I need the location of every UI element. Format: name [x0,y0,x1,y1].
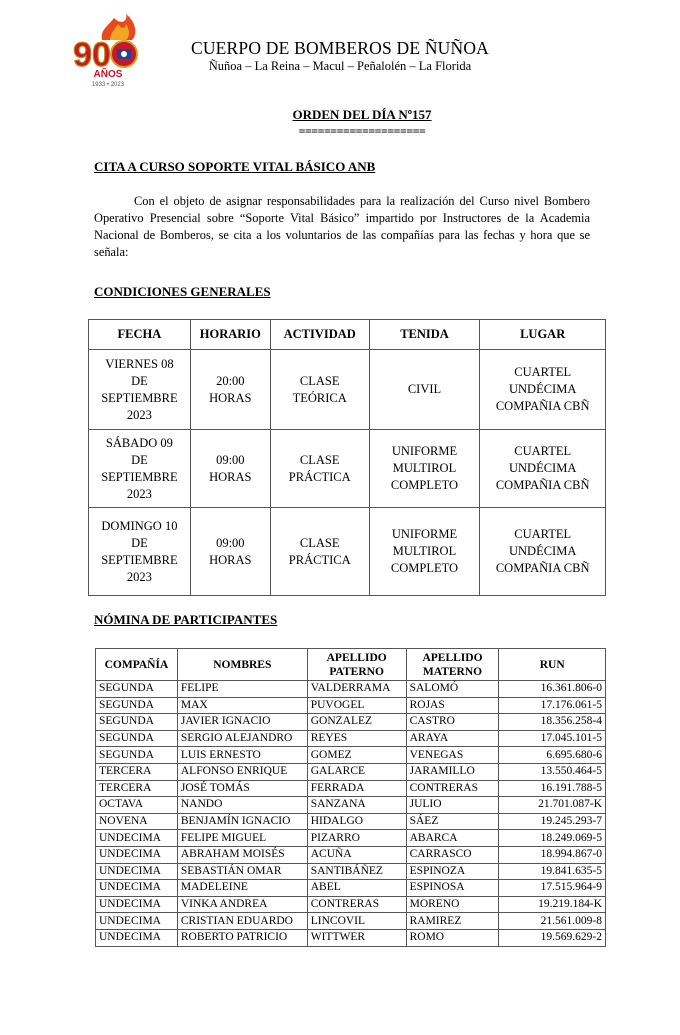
cell-run: 6.695.680-6 [499,747,606,764]
cell-nombres: MAX [177,697,307,714]
cell-nombres: ALFONSO ENRIQUE [177,763,307,780]
logo-number: 90 [73,36,111,74]
conditions-cell-tenida [369,508,480,596]
cell-apellido-paterno: ACUÑA [307,846,406,863]
conditions-cell-line: CLASE [299,535,340,550]
table-row [96,714,606,731]
table-row [96,697,606,714]
participants-heading: NÓMINA DE PARTICIPANTES [94,612,278,627]
cell-apellido-materno: ESPINOZA [406,863,499,880]
cell-apellido-paterno: WITTWER [307,929,406,946]
cell-apellido-paterno: FERRADA [307,780,406,797]
conditions-cell-line: COMPAÑIA CBÑ [495,399,590,413]
conditions-cell-line: COMPLETO [390,478,459,492]
cell-apellido-materno: JULIO [406,797,499,814]
conditions-cell-line: SEPTIEMBRE [101,390,178,405]
conditions-cell-tenida [369,430,480,508]
table-row [96,730,606,747]
conditions-cell-line: SEPTIEMBRE [101,552,178,567]
conditions-cell-line: 09:00 [216,452,245,467]
cell-apellido-paterno: GOMEZ [307,747,406,764]
table-row [96,747,606,764]
cell-nombres: JAVIER IGNACIO [177,714,307,731]
cell-compania: UNDECIMA [96,896,178,913]
intro-text: Con el objeto de asignar responsabilidades para la realización del Curso nivel Bombero Operativo Presencial sobre “Soporte Vital Básico” impartido por Instructores de la Academia Nacional de Bomberos, se cita a los voluntarios de las compañías para las fechas y hora que se señala: [94,194,590,259]
intro-paragraph [94,193,590,261]
cell-apellido-paterno: SANZANA [307,797,406,814]
cell-compania: TERCERA [96,763,178,780]
cell-apellido-materno: JARAMILLO [406,763,499,780]
col-actividad: ACTIVIDAD [270,320,369,350]
conditions-cell-line: PRÁCTICA [288,469,351,484]
col-apellido-materno: APELLIDO MATERNO [406,649,499,681]
conditions-cell-line: 2023 [126,569,152,584]
cell-run: 21.561.009-8 [499,913,606,930]
cell-run: 18.994.867-0 [499,846,606,863]
cell-nombres: NANDO [177,797,307,814]
cell-apellido-materno: SÁEZ [406,813,499,830]
cell-compania: SEGUNDA [96,730,178,747]
conditions-cell-line: DE [131,535,148,550]
conditions-cell-line: 20:00 [216,373,245,388]
cell-apellido-paterno: PIZARRO [307,830,406,847]
table-row [96,929,606,946]
conditions-table [88,319,606,596]
col-nombres: NOMBRES [177,649,307,681]
logo-label: AÑOS [93,69,123,80]
conditions-cell-lugar [480,508,606,596]
order-title-rule: ==================== [298,124,426,138]
cell-nombres: LUIS ERNESTO [177,747,307,764]
conditions-row [89,508,606,596]
cell-apellido-materno: MORENO [406,896,499,913]
cell-compania: SEGUNDA [96,681,178,698]
cell-apellido-materno: RAMIREZ [406,913,499,930]
cell-apellido-paterno: PUVOGEL [307,697,406,714]
conditions-cell-line: DE [131,452,148,467]
cell-run: 18.249.069-5 [499,830,606,847]
conditions-header-row [89,320,606,350]
conditions-cell-lugar [480,350,606,430]
conditions-cell-actividad [270,508,369,596]
col-fecha: FECHA [89,320,191,350]
conditions-cell-line: HORAS [209,469,252,484]
cell-run: 17.045.101-5 [499,730,606,747]
cell-compania: UNDECIMA [96,913,178,930]
conditions-cell-line: UNDÉCIMA [509,461,577,475]
cell-apellido-paterno: CONTRERAS [307,896,406,913]
cell-compania: OCTAVA [96,797,178,814]
cell-nombres: CRISTIAN EDUARDO [177,913,307,930]
conditions-cell-line: MULTIROL [392,461,457,475]
conditions-cell-line: UNIFORME [391,527,458,541]
course-heading: CITA A CURSO SOPORTE VITAL BÁSICO ANB [94,159,376,174]
cell-apellido-materno: ROJAS [406,697,499,714]
logo-years: 1933 • 2023 [91,82,125,88]
cell-apellido-materno: CONTRERAS [406,780,499,797]
conditions-cell-horario [190,508,270,596]
cell-apellido-paterno: LINCOVIL [307,913,406,930]
cell-apellido-materno: VENEGAS [406,747,499,764]
conditions-cell-fecha [89,430,191,508]
table-row [96,896,606,913]
cell-compania: UNDECIMA [96,863,178,880]
cell-apellido-paterno: VALDERRAMA [307,681,406,698]
conditions-cell-line: CLASE [299,452,340,467]
conditions-cell-line: CUARTEL [514,444,572,458]
table-row [96,913,606,930]
table-row [96,830,606,847]
table-row [96,763,606,780]
cell-run: 21.701.087-K [499,797,606,814]
cell-apellido-paterno: GALARCE [307,763,406,780]
order-title: ORDEN DEL DÍA Nº157 [292,107,432,122]
cell-nombres: BENJAMÍN IGNACIO [177,813,307,830]
cell-nombres: VINKA ANDREA [177,896,307,913]
table-row [96,863,606,880]
cell-apellido-materno: ROMO [406,929,499,946]
conditions-cell-line: SEPTIEMBRE [101,469,178,484]
cell-compania: UNDECIMA [96,830,178,847]
cell-apellido-paterno: ABEL [307,880,406,897]
table-row [96,846,606,863]
conditions-cell-line: TEÓRICA [292,390,347,405]
col-horario: HORARIO [190,320,270,350]
conditions-row [89,430,606,508]
conditions-cell-fecha [89,350,191,430]
flame-90-icon [62,14,155,90]
cell-compania: UNDECIMA [96,929,178,946]
cell-nombres: JOSÉ TOMÁS [177,780,307,797]
conditions-cell-tenida [369,350,480,430]
conditions-cell-line: CUARTEL [514,527,572,541]
cell-run: 19.841.635-5 [499,863,606,880]
conditions-cell-lugar [480,430,606,508]
conditions-cell-line: DE [131,373,148,388]
conditions-cell-line: CLASE [299,373,340,388]
conditions-cell-line: 09:00 [216,535,245,550]
cell-run: 16.191.788-5 [499,780,606,797]
table-row [96,880,606,897]
conditions-cell-line: DOMINGO 10 [101,518,178,533]
col-tenida: TENIDA [369,320,480,350]
conditions-cell-line: HORAS [209,552,252,567]
table-row [96,780,606,797]
cell-run: 16.361.806-0 [499,681,606,698]
anniversary-logo [62,14,155,90]
cell-run: 19.569.629-2 [499,929,606,946]
conditions-cell-line: COMPAÑIA CBÑ [495,561,590,575]
conditions-cell-line: HORAS [209,390,252,405]
cell-apellido-paterno: REYES [307,730,406,747]
conditions-cell-line: UNIFORME [391,444,458,458]
cell-compania: NOVENA [96,813,178,830]
cell-compania: TERCERA [96,780,178,797]
cell-run: 19.219.184-K [499,896,606,913]
conditions-cell-line: CUARTEL [514,365,572,379]
cell-apellido-materno: SALOMÓ [406,681,499,698]
cell-apellido-materno: ESPINOSA [406,880,499,897]
organization-communes: Ñuñoa – La Reina – Macul – Peñalolén – La Florida [208,59,472,73]
cell-run: 19.245.293-7 [499,813,606,830]
cell-nombres: MADELEINE [177,880,307,897]
conditions-row [89,350,606,430]
cell-apellido-materno: CASTRO [406,714,499,731]
cell-apellido-paterno: GONZALEZ [307,714,406,731]
cell-nombres: SEBASTIÁN OMAR [177,863,307,880]
col-compania: COMPAÑÍA [96,649,178,681]
col-apellido-paterno: APELLIDO PATERNO [307,649,406,681]
conditions-cell-line: VIERNES 08 [105,356,174,371]
cell-apellido-paterno: HIDALGO [307,813,406,830]
organization-title: CUERPO DE BOMBEROS DE ÑUÑOA [190,38,490,58]
cell-nombres: SERGIO ALEJANDRO [177,730,307,747]
conditions-cell-fecha [89,508,191,596]
cell-nombres: FELIPE [177,681,307,698]
cell-apellido-paterno: SANTIBÁÑEZ [307,863,406,880]
conditions-cell-horario [190,430,270,508]
table-row [96,681,606,698]
conditions-cell-line: 2023 [126,407,152,422]
cell-run: 13.550.464-5 [499,763,606,780]
conditions-cell-actividad [270,350,369,430]
participants-table [95,648,606,947]
cell-run: 18.356.258-4 [499,714,606,731]
table-row [96,797,606,814]
cell-apellido-materno: ABARCA [406,830,499,847]
conditions-body [89,350,606,596]
conditions-cell-actividad [270,430,369,508]
cell-compania: UNDECIMA [96,846,178,863]
conditions-cell-line: UNDÉCIMA [509,382,577,396]
cell-compania: SEGUNDA [96,747,178,764]
col-lugar: LUGAR [480,320,606,350]
conditions-cell-line: PRÁCTICA [288,552,351,567]
conditions-cell-line: MULTIROL [392,544,457,558]
cell-compania: SEGUNDA [96,697,178,714]
conditions-cell-line: COMPAÑIA CBÑ [495,478,590,492]
conditions-cell-line: UNDÉCIMA [509,544,577,558]
table-row [96,813,606,830]
cell-nombres: ROBERTO PATRICIO [177,929,307,946]
conditions-cell-line: COMPLETO [390,561,459,575]
participants-header-row [96,649,606,681]
col-run: RUN [499,649,606,681]
cell-apellido-materno: ARAYA [406,730,499,747]
conditions-cell-line: SÁBADO 09 [105,435,173,450]
cell-run: 17.515.964-9 [499,880,606,897]
participants-body [96,681,606,947]
cell-apellido-materno: CARRASCO [406,846,499,863]
cell-nombres: FELIPE MIGUEL [177,830,307,847]
conditions-cell-line: 2023 [126,486,152,501]
conditions-cell-line: CIVIL [407,382,442,396]
cell-compania: SEGUNDA [96,714,178,731]
cell-run: 17.176.061-5 [499,697,606,714]
conditions-heading: CONDICIONES GENERALES [94,284,271,299]
conditions-cell-horario [190,350,270,430]
cell-nombres: ABRAHAM MOISÉS [177,846,307,863]
cell-compania: UNDECIMA [96,880,178,897]
